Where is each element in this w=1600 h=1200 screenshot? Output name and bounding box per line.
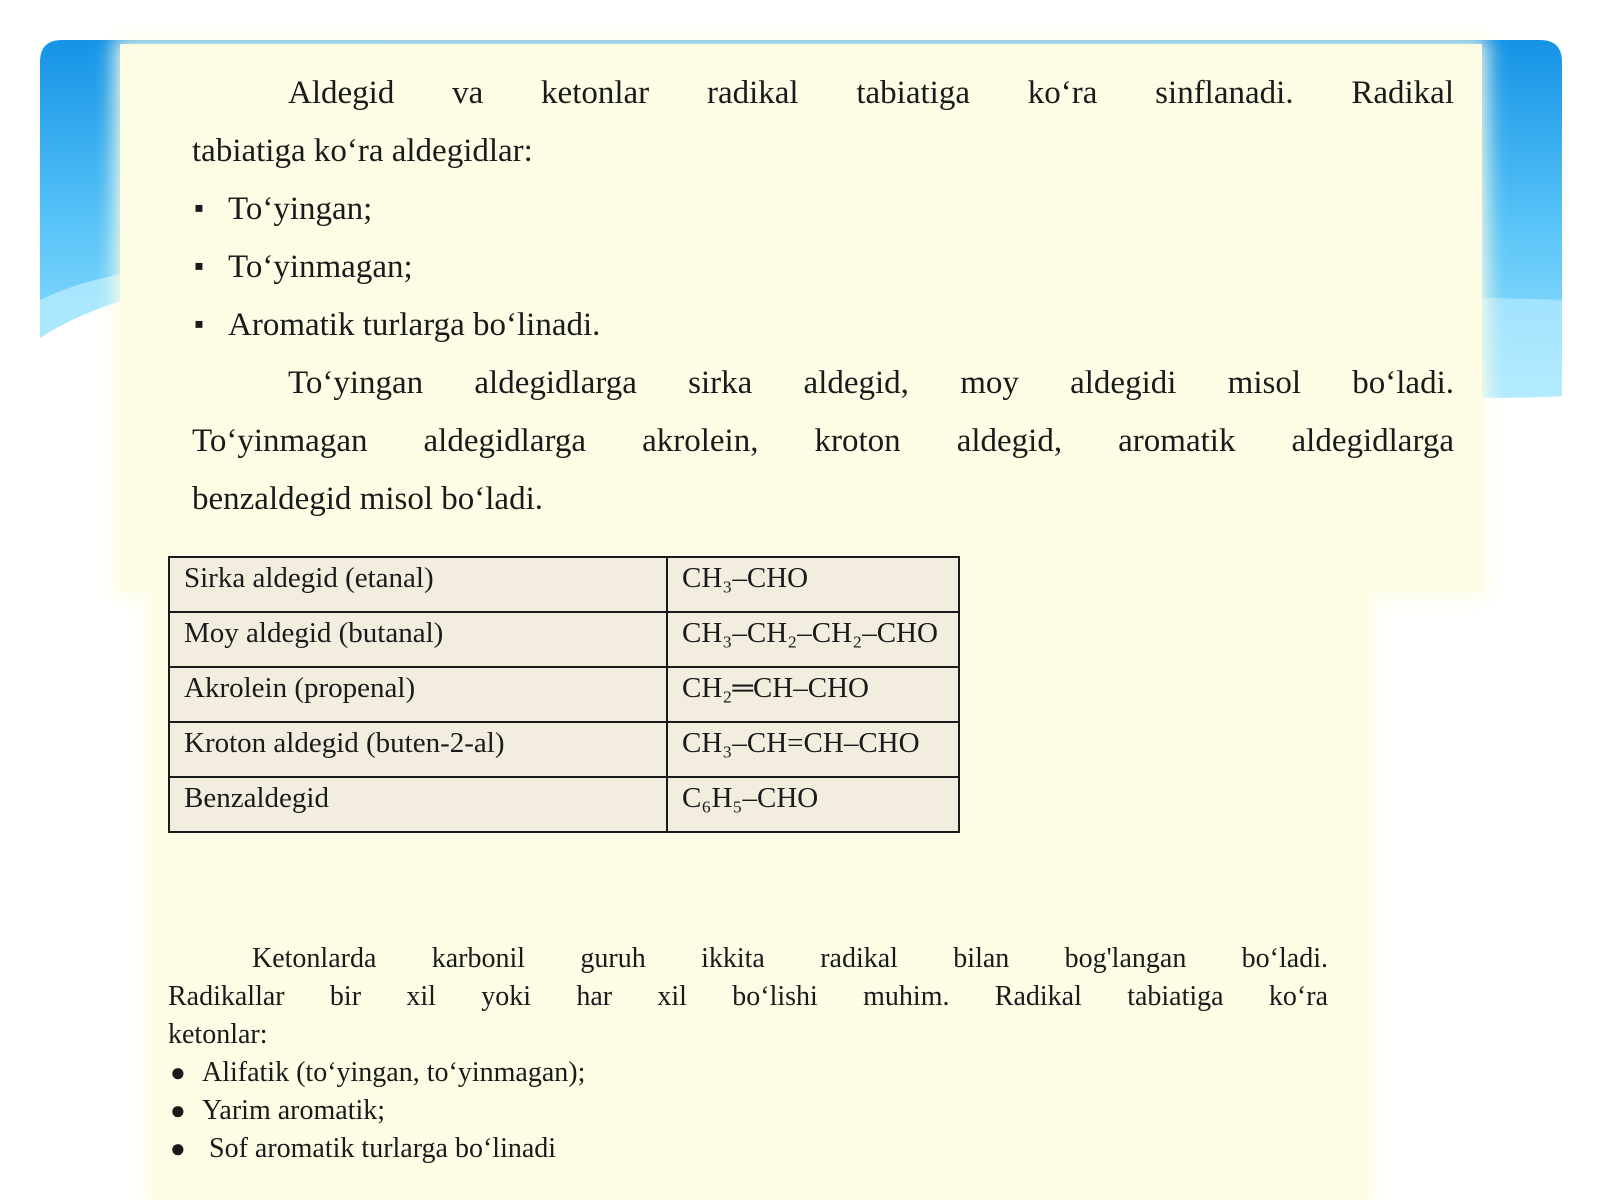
examples-line-2: To‘yinmagan aldegidlarga akrolein, kroton aldegid, aromatik aldegidlarga	[192, 423, 1454, 459]
examples-line-3: benzaldegid misol bo‘ladi.	[192, 481, 543, 517]
table-cell-formula: C₆H₅–CHO	[667, 777, 959, 832]
list-item: ▪ Aromatik turlarga bo‘linadi.	[192, 296, 1454, 354]
bullet-icon: ▪	[194, 193, 204, 224]
table-row	[169, 667, 959, 722]
aldehyde-formula-table	[168, 556, 960, 833]
bullet-icon: ●	[170, 1134, 186, 1163]
list-item: ▪ To‘yinmagan;	[192, 238, 1454, 296]
bullet-icon: ▪	[194, 309, 204, 340]
intro-line-1: Aldegid va ketonlar radikal tabiatiga ko‘ra sinflanadi. Radikal	[288, 75, 1454, 111]
bullet-icon: ●	[170, 1058, 186, 1087]
list-item: ▪ To‘yingan;	[192, 180, 1454, 238]
table-row	[169, 557, 959, 612]
table-cell-name: Akrolein (propenal)	[169, 667, 667, 722]
ketone-classification-text	[168, 940, 1328, 1168]
list-item: ● Yarim aromatik;	[168, 1092, 1328, 1130]
bullet-icon: ▪	[194, 251, 204, 282]
list-item: ● Alifatik (to‘yingan, to‘yinmagan);	[168, 1054, 1328, 1092]
intro-line-2: tabiatiga ko‘ra aldegidlar:	[192, 133, 533, 169]
ketones-line-3: ketonlar:	[168, 1019, 268, 1050]
table-cell-name: Benzaldegid	[169, 777, 667, 832]
bullet-icon: ●	[170, 1096, 186, 1125]
table-cell-formula: CH₃–CH₂–CH₂–CHO	[667, 612, 959, 667]
table-row	[169, 722, 959, 777]
list-item: ● Sof aromatik turlarga bo‘linadi	[168, 1130, 1328, 1168]
ketones-line-2: Radikallar bir xil yoki har xil bo‘lishi muhim. Radikal tabiatiga ko‘ra	[168, 981, 1328, 1012]
ketones-line-1: Ketonlarda karbonil guruh ikkita radikal bilan bog'langan bo‘ladi.	[252, 943, 1328, 974]
table-cell-name: Sirka aldegid (etanal)	[169, 557, 667, 612]
examples-line-1: To‘yingan aldegidlarga sirka aldegid, moy aldegidi misol bo‘ladi.	[288, 365, 1454, 401]
table-cell-formula: CH₃–CHO	[667, 557, 959, 612]
aldehyde-classification-text	[192, 64, 1454, 528]
table-row	[169, 612, 959, 667]
aldehyde-types-list	[192, 180, 1454, 354]
ketone-types-list	[168, 1054, 1328, 1168]
table-row	[169, 777, 959, 832]
table-cell-name: Moy aldegid (butanal)	[169, 612, 667, 667]
table-cell-formula: CH₂═CH–CHO	[667, 667, 959, 722]
table-cell-name: Kroton aldegid (buten-2-al)	[169, 722, 667, 777]
table-cell-formula: CH₃–CH=CH–CHO	[667, 722, 959, 777]
